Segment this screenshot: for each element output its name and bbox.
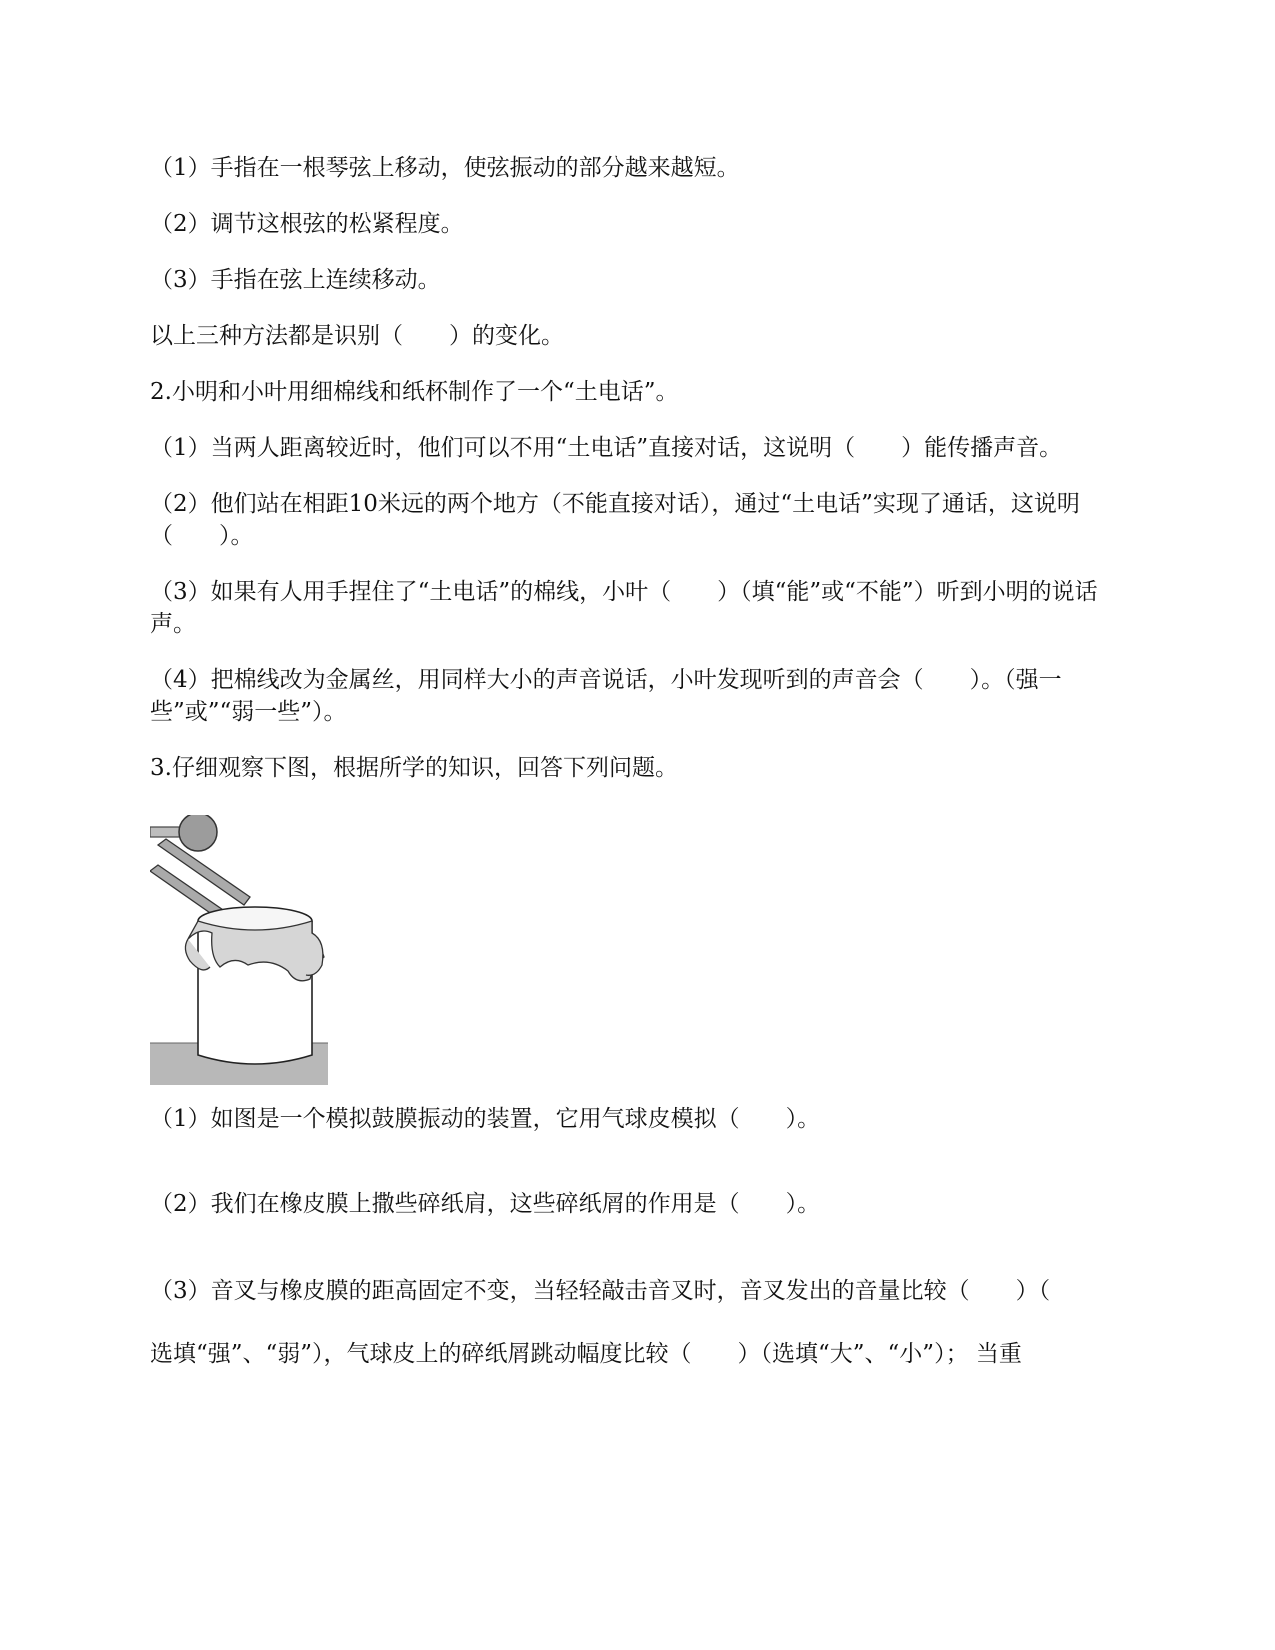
question3-item-2: （2）我们在橡皮膜上撒些碎纸肩，这些碎纸屑的作用是（ ）。 [150, 1191, 821, 1217]
tuning-fork-drum-illustration [150, 815, 328, 1085]
part1-item-2: （2）调节这根弦的松紧程度。 [150, 211, 464, 237]
part1-item-1: （1）手指在一根琴弦上移动，使弦振动的部分越来越短。 [150, 155, 740, 181]
question3-item-3-continued: 选填“强”、“弱”），气球皮上的碎纸屑跳动幅度比较（ ）（选填“大”、“小”）； 当重 [150, 1341, 1022, 1367]
part1-conclusion: 以上三种方法都是识别（ ）的变化。 [150, 323, 564, 349]
cup-with-membrane [185, 907, 324, 1064]
question2-item-1: （1）当两人距离较近时，他们可以不用“土电话”直接对话，这说明（ ）能传播声音。 [150, 435, 1063, 461]
part1-item-3: （3）手指在弦上连续移动。 [150, 267, 441, 293]
question3-item-1: （1）如图是一个模拟鼓膜振动的装置，它用气球皮模拟（ ）。 [150, 1106, 821, 1132]
question2-title: 2.小明和小叶用细棉线和纸杯制作了一个“土电话”。 [150, 379, 679, 405]
mallet-head [179, 815, 217, 851]
question2-item-4: （4）把棉线改为金属丝，用同样大小的声音说话，小叶发现听到的声音会（ ）。（强一些”或”“弱一些”）。 [150, 667, 1062, 725]
question2-item-2: （2）他们站在相距10米远的两个地方（不能直接对话），通过“土电话”实现了通话，这说明（ ）。 [150, 491, 1080, 549]
tuning-fork-drum-figure [150, 815, 328, 1085]
question2-item-3: （3）如果有人用手捏住了“土电话”的棉线，小叶（ ）（填“能”或“不能”）听到小明的说话声。 [150, 579, 1098, 637]
question3-item-3: （3）音叉与橡皮膜的距高固定不变，当轻轻敲击音叉时，音叉发出的音量比较（ ）（ [150, 1278, 1051, 1304]
question3-title: 3.仔细观察下图，根据所学的知识，回答下列问题。 [150, 755, 678, 781]
